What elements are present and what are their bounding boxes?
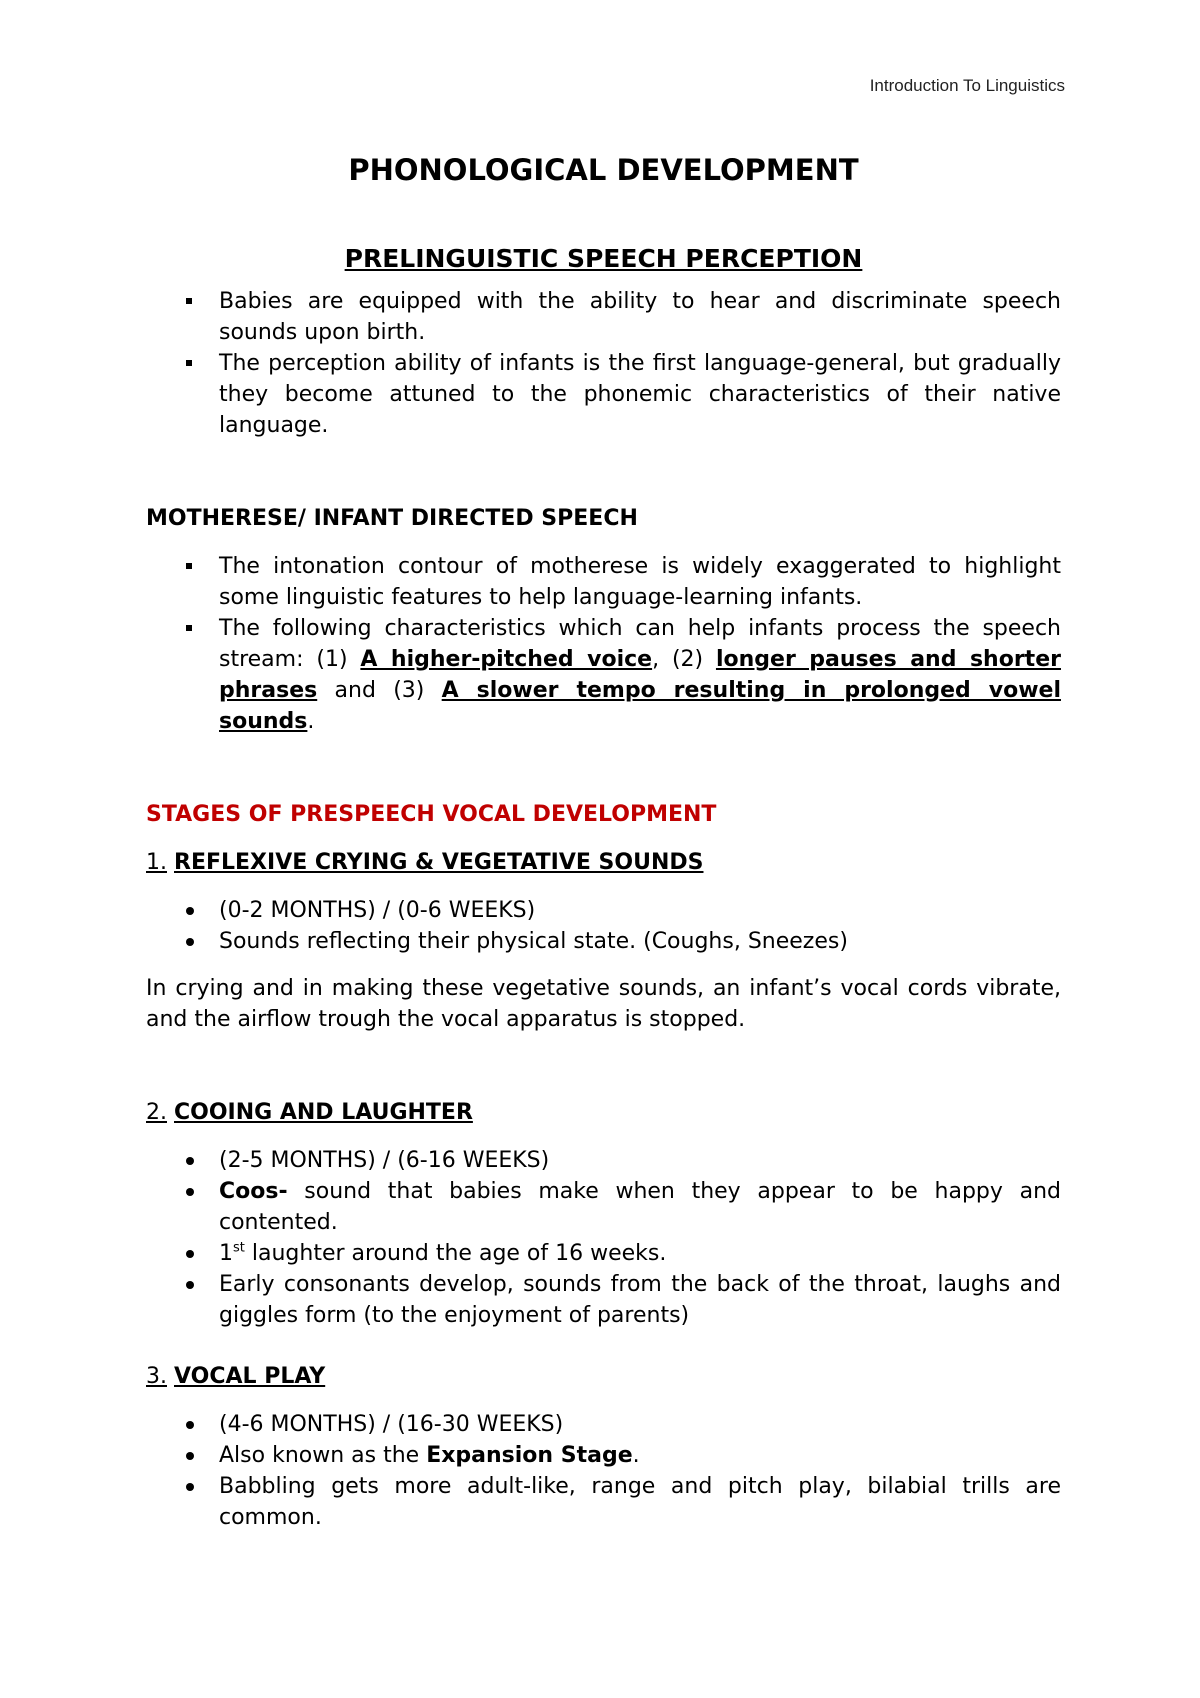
- stage-number: 3.: [146, 1364, 167, 1389]
- stage-3-heading: [146, 1361, 1061, 1392]
- term: Coos-: [219, 1179, 288, 1204]
- list-text: sound that babies make when they appear to be happy and contented.: [219, 1179, 1061, 1235]
- term: Expansion Stage: [426, 1443, 633, 1468]
- stage-title: VOCAL PLAY: [174, 1364, 326, 1389]
- stage-3-list: [146, 1409, 1061, 1533]
- section-heading-prelinguistic: PRELINGUISTIC SPEECH PERCEPTION: [344, 244, 863, 273]
- list-item: [146, 613, 1061, 737]
- stage-2-heading: [146, 1097, 1061, 1128]
- separator: and (3): [317, 678, 442, 703]
- characteristic-1: A higher-pitched voice: [360, 647, 653, 672]
- section-heading-stages: STAGES OF PRESPEECH VOCAL DEVELOPMENT: [146, 802, 717, 827]
- motherese-list: [146, 551, 1061, 737]
- stage-number: 1.: [146, 850, 167, 875]
- page-title: PHONOLOGICAL DEVELOPMENT: [348, 153, 859, 187]
- prelinguistic-list: [146, 286, 1061, 441]
- list-item: (0-2 MONTHS) / (0-6 WEEKS): [146, 895, 1061, 926]
- running-header: Introduction To Linguistics: [869, 76, 1065, 95]
- list-item: Sounds reflecting their physical state. (Coughs, Sneezes): [146, 926, 1061, 957]
- section-heading-motherese: MOTHERESE/ INFANT DIRECTED SPEECH: [146, 506, 638, 531]
- list-item: The intonation contour of motherese is widely exaggerated to highlight some linguistic features to help language-learning infants.: [146, 551, 1061, 613]
- list-item: (2-5 MONTHS) / (6-16 WEEKS): [146, 1145, 1061, 1176]
- list-item: Babies are equipped with the ability to hear and discriminate speech sounds upon birth.: [146, 286, 1061, 348]
- list-item: [146, 1440, 1061, 1471]
- separator: , (2): [652, 647, 716, 672]
- ordinal-suffix: st: [233, 1240, 245, 1256]
- list-item: Babbling gets more adult-like, range and pitch play, bilabial trills are common.: [146, 1471, 1061, 1533]
- list-text: laughter around the age of 16 weeks.: [244, 1241, 667, 1266]
- stage-1-heading: [146, 847, 1061, 878]
- list-item: [146, 1238, 1061, 1269]
- stage-1-list: [146, 895, 1061, 957]
- list-text: Also known as the: [219, 1443, 427, 1468]
- stage-title: REFLEXIVE CRYING & VEGETATIVE SOUNDS: [174, 850, 704, 875]
- list-item: [146, 1176, 1061, 1238]
- list-end: .: [632, 1443, 640, 1468]
- list-item: The perception ability of infants is the first language-general, but gradually they become attuned to the phonemic characteristics of their native language.: [146, 348, 1061, 441]
- stage-1-paragraph: In crying and in making these vegetative sounds, an infant’s vocal cords vibrate, and the airflow trough the vocal apparatus is stopped.: [146, 976, 1061, 1032]
- list-item: (4-6 MONTHS) / (16-30 WEEKS): [146, 1409, 1061, 1440]
- stage-2-list: [146, 1145, 1061, 1331]
- list-end: .: [307, 709, 315, 734]
- stage-number: 2.: [146, 1100, 167, 1125]
- list-text: The following characteristics which can help infants process the speech stream: (1): [219, 616, 1061, 672]
- document-body: [146, 150, 1061, 1533]
- characteristic-3: A slower tempo resulting in prolonged vowel sounds: [219, 678, 1061, 734]
- characteristic-2: longer pauses and shorter phrases: [219, 647, 1061, 703]
- ordinal-number: 1: [219, 1241, 233, 1266]
- list-item: Early consonants develop, sounds from the back of the throat, laughs and giggles form (to the enjoyment of parents): [146, 1269, 1061, 1331]
- stage-title: COOING AND LAUGHTER: [174, 1100, 473, 1125]
